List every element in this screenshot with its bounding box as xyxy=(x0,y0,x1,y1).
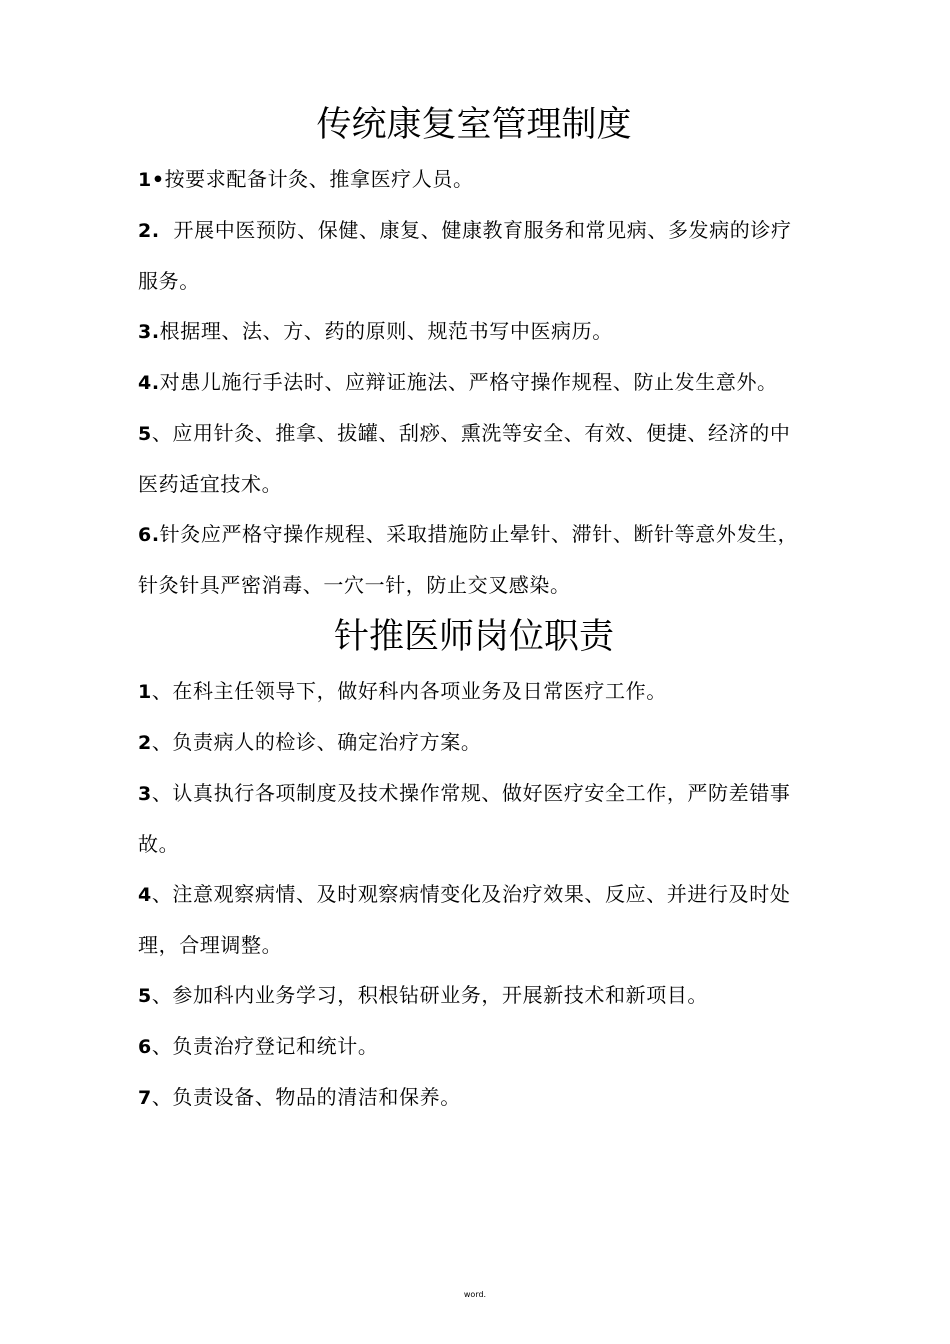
rule-item-text: 按要求配备计灸、推拿医疗人员。 xyxy=(164,167,474,191)
rule-item-number: 6. xyxy=(138,524,160,546)
rule-item-text: 根据理、法、方、药的原则、规范书写中医病历。 xyxy=(159,319,613,343)
duty-item-1 xyxy=(138,666,810,717)
rule-item-number: 3. xyxy=(138,321,160,343)
section-title-rehab-rules: 传统康复室管理制度 xyxy=(316,105,632,145)
duty-item-6 xyxy=(138,1021,810,1072)
duty-item-3 xyxy=(138,768,810,869)
duty-item-text: 、负责设备、物品的清洁和保养。 xyxy=(151,1085,461,1109)
duty-item-number: 5 xyxy=(138,985,152,1007)
rule-item-3 xyxy=(138,306,810,357)
rule-item-4 xyxy=(138,357,810,408)
rule-item-number: 2. xyxy=(138,220,160,242)
duty-item-7 xyxy=(138,1072,810,1123)
duty-item-text: 、参加科内业务学习，积根钻研业务，开展新技术和新项目。 xyxy=(151,983,709,1007)
duty-item-number: 1 xyxy=(138,681,152,703)
section-title-physician-duties: 针推医师岗位职责 xyxy=(333,617,614,657)
duty-item-text: 、注意观察病情、及时观察病情变化及治疗效果、反应、并进行及时处理，合理调整。 xyxy=(138,882,791,957)
duty-item-2 xyxy=(138,717,810,768)
rule-item-text: 针灸应严格守操作规程、采取措施防止晕针、滞针、断针等意外发生，针灸针具严密消毒、一穴一针，防止交叉感染。 xyxy=(138,522,799,597)
duty-item-number: 7 xyxy=(138,1087,152,1109)
duty-item-number: 4 xyxy=(138,884,152,906)
rule-item-6 xyxy=(138,509,810,610)
duty-item-text: 、负责治疗登记和统计。 xyxy=(151,1034,379,1058)
rule-item-number: 1• xyxy=(138,169,165,191)
page-footer: word. xyxy=(463,1290,487,1299)
duty-item-5 xyxy=(138,970,810,1021)
rule-item-text: 对患儿施行手法时、应辩证施法、严格守操作规程、防止发生意外。 xyxy=(159,370,778,394)
duty-item-number: 3 xyxy=(138,783,152,805)
rule-item-number: 4. xyxy=(138,372,160,394)
rule-item-2 xyxy=(138,205,810,306)
rule-item-5 xyxy=(138,408,810,509)
duty-item-text: 、在科主任领导下，做好科内各项业务及日常医疗工作。 xyxy=(151,679,667,703)
duty-item-4 xyxy=(138,869,810,970)
rule-item-text: 开展中医预防、保健、康复、健康教育服务和常见病、多发病的诊疗服务。 xyxy=(138,218,792,293)
duty-item-text: 、负责病人的检诊、确定治疗方案。 xyxy=(151,730,482,754)
rule-item-1 xyxy=(138,154,810,205)
duty-item-text: 、认真执行各项制度及技术操作常规、做好医疗安全工作，严防差错事故。 xyxy=(138,781,791,856)
duty-item-number: 2 xyxy=(138,732,152,754)
rule-item-text: 、应用针灸、推拿、拔罐、刮痧、熏洗等安全、有效、便捷、经济的中医药适宜技术。 xyxy=(138,421,791,496)
rule-item-number: 5 xyxy=(138,423,152,445)
duty-item-number: 6 xyxy=(138,1036,152,1058)
document-content xyxy=(138,98,810,1123)
